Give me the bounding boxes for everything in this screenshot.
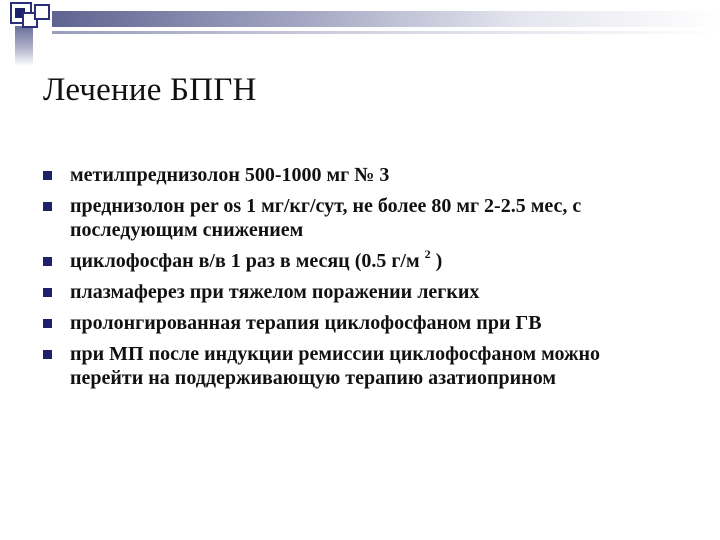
bullet-list bbox=[43, 163, 693, 390]
top-thin-band bbox=[52, 31, 720, 34]
square-bullet-icon bbox=[43, 202, 52, 211]
list-item-text: преднизолон per os 1 мг/кг/сут, не более 80 мг 2-2.5 мес, с последующим снижением bbox=[70, 195, 582, 241]
list-item-text-part: циклофосфан в/в 1 раз в месяц (0.5 г/м bbox=[70, 250, 425, 272]
list-item bbox=[43, 249, 693, 273]
square-bullet-icon bbox=[43, 319, 52, 328]
square-bullet-icon bbox=[43, 288, 52, 297]
list-item-text: плазмаферез при тяжелом поражении легких bbox=[70, 281, 480, 303]
left-gradient-band bbox=[15, 26, 33, 66]
list-item bbox=[43, 163, 693, 187]
list-item bbox=[43, 342, 670, 390]
list-item-text: при МП после индукции ремиссии циклофосфаном можно перейти на поддерживающую терапию азатиоприном bbox=[70, 343, 601, 389]
square-bullet-icon bbox=[43, 257, 52, 266]
corner-square-right-icon bbox=[34, 4, 50, 20]
square-bullet-icon bbox=[43, 171, 52, 180]
square-bullet-icon bbox=[43, 350, 52, 359]
list-item-text: метилпреднизолон 500-1000 мг № 3 bbox=[70, 164, 390, 186]
list-item bbox=[43, 194, 710, 242]
list-item-text bbox=[70, 249, 693, 273]
list-item-text-part: ) bbox=[435, 250, 443, 272]
list-item bbox=[43, 311, 693, 335]
list-item-text: пролонгированная терапия циклофосфаном при ГВ bbox=[70, 312, 542, 334]
list-item bbox=[43, 280, 693, 304]
superscript: 2 bbox=[424, 247, 431, 262]
slide-title: Лечение БПГН bbox=[43, 72, 257, 108]
top-gradient-band bbox=[52, 11, 720, 27]
